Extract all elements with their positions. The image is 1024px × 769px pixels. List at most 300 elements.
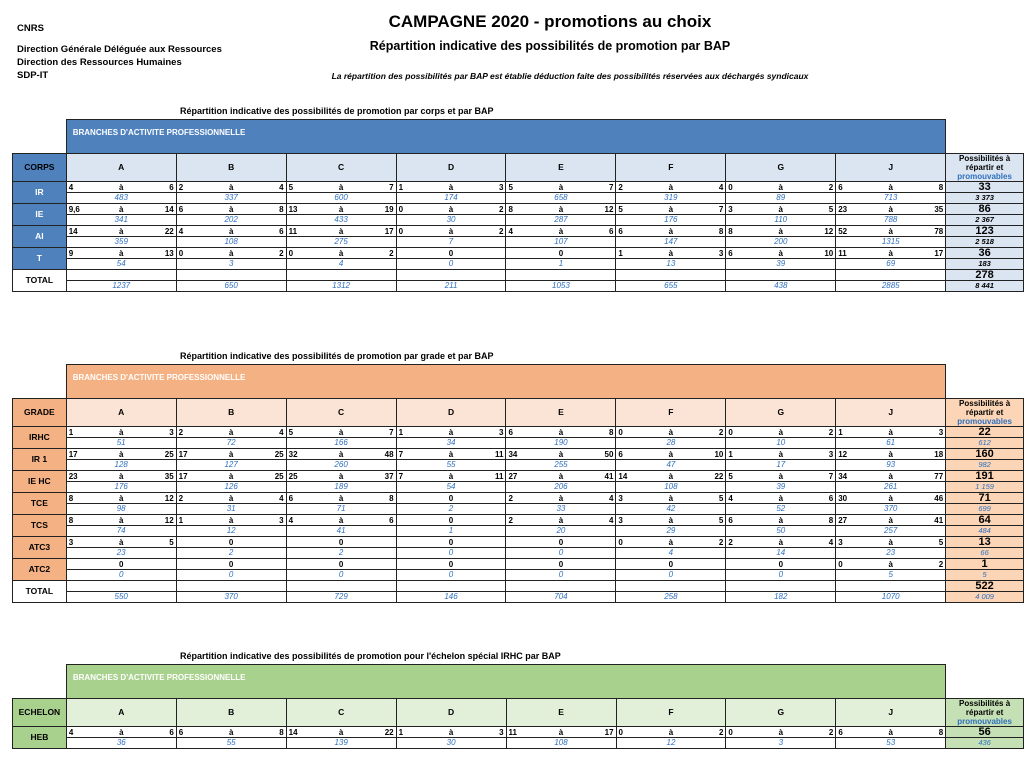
cell-f xyxy=(616,427,726,449)
range-sep: à xyxy=(778,538,784,547)
cell-e xyxy=(506,559,616,581)
promouvables-count: 261 xyxy=(836,481,945,491)
range-min: 6 xyxy=(618,227,623,236)
range-sep: à xyxy=(668,205,674,214)
range-max: 12 xyxy=(824,227,834,236)
direction-line-3: SDP-IT xyxy=(17,70,49,81)
range-min: 3 xyxy=(728,205,733,214)
range-min: 8 xyxy=(68,516,74,525)
cell-j xyxy=(836,427,946,449)
range-min: 0 xyxy=(618,428,623,437)
range-min: 11 xyxy=(838,249,847,258)
poss-line-1: Possibilités à xyxy=(959,154,1011,163)
row-label: IR 1 xyxy=(13,449,67,471)
grand-total-cell xyxy=(946,581,1024,603)
promouvables-count: 55 xyxy=(177,737,286,747)
range-max: 17 xyxy=(934,249,944,258)
range-min: 6 xyxy=(618,450,623,459)
promouvables-count: 3 xyxy=(177,258,286,268)
range-max: 8 xyxy=(389,494,394,503)
cell-e xyxy=(506,226,616,248)
range-sep: à xyxy=(778,728,784,737)
direction-line-2: Direction des Ressources Humaines xyxy=(17,57,182,68)
cell-c xyxy=(286,427,396,449)
bap-header-f: F xyxy=(616,154,726,182)
range-min: 0 xyxy=(728,183,733,192)
promouvables-count: 36 xyxy=(67,737,176,747)
possibilites-cell xyxy=(946,727,1024,749)
range-max: 14 xyxy=(164,205,174,214)
bap-header-g: G xyxy=(726,154,836,182)
total-cell-c xyxy=(286,581,396,603)
range-max: 3 xyxy=(169,428,174,437)
cell-b xyxy=(176,537,286,559)
promouvables-count: 54 xyxy=(397,481,506,491)
promouvables-count: 110 xyxy=(726,214,835,224)
range-sep: à xyxy=(338,205,344,214)
range-sep: à xyxy=(778,227,783,236)
promouvables-count: 2 xyxy=(177,547,286,557)
grand-total-poss: 278 xyxy=(975,269,994,281)
table-row xyxy=(13,559,1024,581)
promouvables-count: 98 xyxy=(67,503,176,513)
bap-header-f: F xyxy=(616,699,726,727)
row-header-label: CORPS xyxy=(13,154,67,182)
bap-header-c: C xyxy=(286,154,396,182)
promouvables-count: 0 xyxy=(506,547,615,557)
range-max: 77 xyxy=(934,472,944,481)
promouvables-count: 39 xyxy=(726,481,835,491)
total-value: 650 xyxy=(177,280,286,290)
range-max: 10 xyxy=(824,249,834,258)
cell-j xyxy=(836,537,946,559)
cell-b xyxy=(176,226,286,248)
range-sep: à xyxy=(558,227,564,236)
possibilites-value: 1 xyxy=(981,558,988,570)
range-min: 2 xyxy=(508,494,513,503)
promouvables-count: 0 xyxy=(287,569,396,579)
promouvables-count: 176 xyxy=(616,214,725,224)
possibilites-value: 71 xyxy=(978,492,991,504)
promouvables-count: 0 xyxy=(397,569,506,579)
cell-g xyxy=(726,449,836,471)
cell-f xyxy=(616,727,726,749)
range-sep: à xyxy=(668,494,674,503)
range-sep: à xyxy=(118,472,124,481)
range-sep: à xyxy=(228,472,234,481)
promouvables-count: 788 xyxy=(836,214,945,224)
cell-j xyxy=(836,182,946,204)
range-max: 4 xyxy=(279,494,284,503)
range-sep: à xyxy=(558,183,564,192)
promouvables-count: 658 xyxy=(506,192,615,202)
promouvables-count: 71 xyxy=(287,503,396,513)
range-max: 25 xyxy=(274,472,284,481)
possibilites-value: 13 xyxy=(978,536,991,548)
row-label: ATC2 xyxy=(13,559,67,581)
bap-header-j: J xyxy=(836,154,946,182)
range-sep: à xyxy=(668,516,674,525)
grand-total-poss: 522 xyxy=(975,580,994,592)
range-max: 3 xyxy=(499,183,504,192)
range-min: 17 xyxy=(178,472,188,481)
range-sep: à xyxy=(338,516,344,525)
range-max: 4 xyxy=(279,428,284,437)
range-min: 9 xyxy=(68,249,74,258)
cell-j xyxy=(836,226,946,248)
cell-e xyxy=(506,727,616,749)
promouvables-count: 0 xyxy=(506,569,615,579)
cell-g xyxy=(726,559,836,581)
cell-g xyxy=(726,515,836,537)
possibilites-value: 33 xyxy=(978,181,991,193)
page-title: CAMPAGNE 2020 - promotions au choix xyxy=(388,12,712,31)
range-max: 8 xyxy=(279,728,284,737)
total-label: TOTAL xyxy=(13,581,67,603)
cell-c xyxy=(286,471,396,493)
range-max: 78 xyxy=(934,227,944,236)
range-sep: à xyxy=(448,227,454,236)
range-max: 2 xyxy=(279,249,284,258)
range-sep: à xyxy=(558,728,564,737)
total-cell-a xyxy=(66,581,176,603)
table-by-grade xyxy=(12,364,1024,603)
poss-line-3: promouvables xyxy=(957,172,1012,181)
promouvables-total: 2 367 xyxy=(946,214,1023,224)
total-cell-e xyxy=(506,581,616,603)
range-min: 0 xyxy=(288,249,294,258)
total-cell-f xyxy=(616,270,726,292)
promouvables-count: 0 xyxy=(177,569,286,579)
possibilites-cell xyxy=(946,493,1024,515)
poss-line-1: Possibilités à xyxy=(959,699,1011,708)
promouvables-count: 23 xyxy=(836,547,945,557)
range-max: 37 xyxy=(384,472,394,481)
range-min: 1 xyxy=(618,249,623,258)
range-min: 23 xyxy=(838,205,848,214)
bap-header-f: F xyxy=(616,399,726,427)
possibilites-value: 123 xyxy=(975,225,994,237)
cell-c xyxy=(286,248,396,270)
cell-a xyxy=(66,493,176,515)
promouvables-count: 14 xyxy=(726,547,835,557)
range-sep: à xyxy=(338,428,344,437)
range-sep: à xyxy=(118,205,124,214)
range-value: 0 xyxy=(558,538,564,547)
bap-header-a: A xyxy=(66,154,176,182)
range-min: 5 xyxy=(288,183,294,192)
total-value: 1053 xyxy=(506,280,615,290)
cell-b xyxy=(176,559,286,581)
promouvables-count: 108 xyxy=(616,481,725,491)
range-sep: à xyxy=(338,450,344,459)
row-label: TCS xyxy=(13,515,67,537)
cell-g xyxy=(726,493,836,515)
promouvables-count: 47 xyxy=(616,459,725,469)
range-sep: à xyxy=(888,494,893,503)
range-sep: à xyxy=(888,450,893,459)
range-max: 7 xyxy=(608,183,614,192)
cell-a xyxy=(66,427,176,449)
range-sep: à xyxy=(888,560,893,569)
range-max: 3 xyxy=(828,450,834,459)
promouvables-count: 89 xyxy=(726,192,835,202)
cell-f xyxy=(616,248,726,270)
range-max: 22 xyxy=(164,227,174,236)
cell-c xyxy=(286,493,396,515)
cell-d xyxy=(396,471,506,493)
promouvables-count: 287 xyxy=(506,214,615,224)
range-max: 7 xyxy=(389,428,394,437)
table-row xyxy=(13,493,1024,515)
poss-line-2: répartir et xyxy=(965,708,1004,717)
promouvables-count: 0 xyxy=(397,547,506,557)
cell-g xyxy=(726,248,836,270)
range-sep: à xyxy=(118,450,124,459)
range-max: 2 xyxy=(828,728,834,737)
cell-e xyxy=(506,182,616,204)
promouvables-count: 108 xyxy=(507,737,616,747)
range-sep: à xyxy=(448,428,454,437)
promouvables-count: 12 xyxy=(617,737,726,747)
range-min: 8 xyxy=(728,227,733,236)
range-max: 11 xyxy=(495,450,504,459)
range-min: 1 xyxy=(398,728,404,737)
range-max: 13 xyxy=(164,249,174,258)
banner: BRANCHES D'ACTIVITE PROFESSIONNELLE xyxy=(66,665,945,699)
promouvables-total: 1 159 xyxy=(946,481,1023,491)
org-name: CNRS xyxy=(17,23,44,34)
promouvables-count: 1 xyxy=(506,258,615,268)
promouvables-count: 7 xyxy=(397,236,506,246)
range-sep: à xyxy=(778,450,784,459)
cell-j xyxy=(836,559,946,581)
promouvables-count: 39 xyxy=(726,258,835,268)
cell-f xyxy=(616,204,726,226)
promouvables-count: 34 xyxy=(397,437,506,447)
range-min: 1 xyxy=(178,516,184,525)
range-max: 5 xyxy=(938,538,944,547)
cell-j xyxy=(836,515,946,537)
range-max: 2 xyxy=(499,205,504,214)
range-min: 6 xyxy=(178,728,184,737)
row-label: T xyxy=(13,248,67,270)
range-min: 1 xyxy=(728,450,733,459)
range-min: 11 xyxy=(508,728,517,737)
range-min: 4 xyxy=(178,227,184,236)
range-min: 34 xyxy=(508,450,518,459)
bap-header-e: E xyxy=(506,399,616,427)
range-max: 17 xyxy=(604,728,614,737)
promouvables-count: 55 xyxy=(397,459,506,469)
cell-b xyxy=(176,449,286,471)
cell-d xyxy=(396,182,506,204)
range-sep: à xyxy=(338,227,344,236)
range-min: 2 xyxy=(178,428,184,437)
promouvables-count: 257 xyxy=(836,525,945,535)
cell-j xyxy=(836,248,946,270)
promouvables-count: 1315 xyxy=(836,236,945,246)
cell-b xyxy=(176,427,286,449)
promouvables-total: 699 xyxy=(946,503,1023,513)
bap-header-b: B xyxy=(176,154,286,182)
grand-total-prom: 8 441 xyxy=(946,280,1023,290)
range-sep: à xyxy=(118,516,124,525)
cell-a xyxy=(66,559,176,581)
range-sep: à xyxy=(668,472,674,481)
promouvables-count: 128 xyxy=(67,459,176,469)
range-max: 7 xyxy=(718,205,724,214)
range-value: 0 xyxy=(448,494,454,503)
range-max: 50 xyxy=(604,450,614,459)
range-sep: à xyxy=(228,450,234,459)
range-max: 10 xyxy=(714,450,724,459)
table2-caption: Répartition indicative des possibilités de promotion par grade et par BAP xyxy=(180,351,494,361)
cell-g xyxy=(726,204,836,226)
range-sep: à xyxy=(778,494,784,503)
bap-header-e: E xyxy=(506,154,616,182)
promouvables-count: 69 xyxy=(836,258,945,268)
cell-a xyxy=(66,471,176,493)
row-label: TCE xyxy=(13,493,67,515)
range-max: 6 xyxy=(828,494,834,503)
range-max: 4 xyxy=(828,538,834,547)
promouvables-count: 72 xyxy=(177,437,286,447)
cell-e xyxy=(506,449,616,471)
range-max: 22 xyxy=(714,472,724,481)
range-sep: à xyxy=(338,183,344,192)
banner: BRANCHES D'ACTIVITE PROFESSIONNELLE xyxy=(66,120,945,154)
cell-j xyxy=(836,493,946,515)
table-row xyxy=(13,515,1024,537)
possibilites-header xyxy=(946,699,1024,727)
range-min: 23 xyxy=(68,472,78,481)
bap-header-b: B xyxy=(176,399,286,427)
promouvables-count: 713 xyxy=(836,192,945,202)
range-max: 11 xyxy=(495,472,504,481)
range-sep: à xyxy=(448,472,454,481)
cell-f xyxy=(616,493,726,515)
total-cell-f xyxy=(616,581,726,603)
cell-d xyxy=(396,248,506,270)
range-max: 8 xyxy=(938,183,944,192)
range-value: 0 xyxy=(228,538,234,547)
range-sep: à xyxy=(778,428,784,437)
promouvables-total: 484 xyxy=(946,525,1023,535)
range-value: 0 xyxy=(558,249,564,258)
range-value: 0 xyxy=(448,516,454,525)
promouvables-count: 2 xyxy=(397,503,506,513)
cell-e xyxy=(506,537,616,559)
poss-line-3: promouvables xyxy=(957,417,1012,426)
range-value: 0 xyxy=(778,560,784,569)
range-max: 7 xyxy=(389,183,394,192)
cell-a xyxy=(66,449,176,471)
range-min: 1 xyxy=(398,183,404,192)
range-min: 0 xyxy=(618,728,623,737)
promouvables-count: 202 xyxy=(177,214,286,224)
range-min: 3 xyxy=(68,538,74,547)
promouvables-count: 61 xyxy=(836,437,945,447)
range-min: 1 xyxy=(838,428,843,437)
table-row xyxy=(13,537,1024,559)
promouvables-count: 2 xyxy=(287,547,396,557)
bap-header-c: C xyxy=(286,699,396,727)
range-sep: à xyxy=(888,249,893,258)
cell-g xyxy=(726,182,836,204)
cell-a xyxy=(66,182,176,204)
range-max: 19 xyxy=(384,205,394,214)
range-sep: à xyxy=(228,494,234,503)
cell-e xyxy=(506,248,616,270)
cell-d xyxy=(396,204,506,226)
row-label: IRHC xyxy=(13,427,67,449)
cell-c xyxy=(286,559,396,581)
table-echelon-irhc xyxy=(12,664,1024,749)
cell-b xyxy=(176,248,286,270)
range-min: 6 xyxy=(838,728,843,737)
range-max: 48 xyxy=(384,450,394,459)
promouvables-count: 359 xyxy=(67,236,176,246)
bap-header-c: C xyxy=(286,399,396,427)
range-value: 0 xyxy=(668,560,674,569)
range-min: 7 xyxy=(398,450,404,459)
promouvables-count: 147 xyxy=(616,236,725,246)
cell-c xyxy=(286,204,396,226)
range-min: 52 xyxy=(838,227,848,236)
cell-j xyxy=(836,204,946,226)
range-min: 5 xyxy=(728,472,733,481)
total-value: 729 xyxy=(287,591,396,601)
promouvables-count: 20 xyxy=(506,525,615,535)
possibilites-value: 36 xyxy=(978,247,991,259)
range-sep: à xyxy=(778,472,784,481)
cell-g xyxy=(726,226,836,248)
promouvables-count: 600 xyxy=(287,192,396,202)
promouvables-count: 54 xyxy=(67,258,176,268)
possibilites-cell xyxy=(946,182,1024,204)
cell-f xyxy=(616,182,726,204)
range-value: 0 xyxy=(558,560,564,569)
cell-a xyxy=(66,727,176,749)
range-sep: à xyxy=(888,183,893,192)
promouvables-count: 12 xyxy=(177,525,286,535)
range-min: 9,6 xyxy=(68,205,80,214)
table1-caption: Répartition indicative des possibilités de promotion par corps et par BAP xyxy=(180,106,494,116)
cell-a xyxy=(66,515,176,537)
cell-e xyxy=(506,493,616,515)
row-label: IE HC xyxy=(13,471,67,493)
possibilites-value: 22 xyxy=(978,426,991,438)
range-sep: à xyxy=(888,205,893,214)
promouvables-count: 483 xyxy=(67,192,176,202)
cell-d xyxy=(396,427,506,449)
range-value: 0 xyxy=(338,538,344,547)
total-row xyxy=(13,270,1024,292)
range-max: 5 xyxy=(718,494,724,503)
total-value: 1237 xyxy=(67,280,176,290)
range-sep: à xyxy=(558,516,564,525)
range-min: 0 xyxy=(838,560,843,569)
range-sep: à xyxy=(228,428,234,437)
total-cell-a xyxy=(66,270,176,292)
cell-d xyxy=(396,559,506,581)
grand-total-prom: 4 009 xyxy=(946,591,1023,601)
range-sep: à xyxy=(778,183,783,192)
range-min: 1 xyxy=(68,428,74,437)
cell-b xyxy=(176,515,286,537)
promouvables-count: 53 xyxy=(836,737,945,747)
